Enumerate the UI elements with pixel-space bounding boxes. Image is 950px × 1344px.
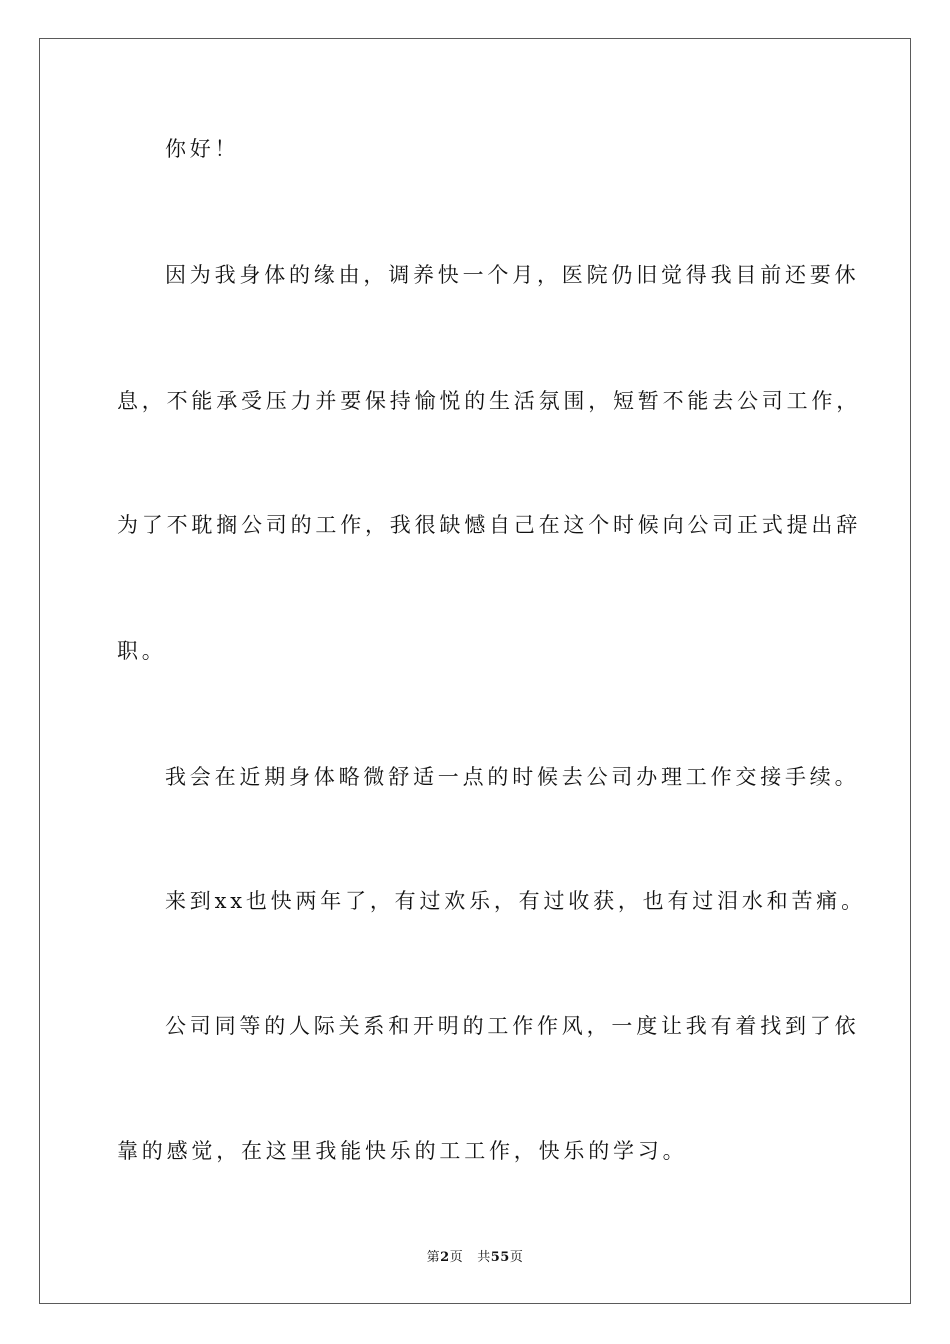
page-suffix: 页 [449, 1250, 464, 1265]
page-number: 2 [440, 1250, 450, 1265]
total-suffix: 页 [509, 1250, 524, 1265]
paragraph-1-line-3: 为了不耽搁公司的工作，我很缺憾自己在这个时候向公司正式提出辞 [117, 513, 861, 537]
paragraph-4-line-1: 公司同等的人际关系和开明的工作作风，一度让我有着找到了依 [165, 1014, 860, 1038]
paragraph-1-line-2: 息，不能承受压力并要保持愉悦的生活氛围，短暂不能去公司工作， [117, 389, 861, 413]
greeting-line: 你好！ [165, 137, 240, 161]
page-footer [0, 1249, 950, 1267]
page-prefix: 第 [426, 1250, 441, 1265]
paragraph-2-line-1: 我会在近期身体略微舒适一点的时候去公司办理工作交接手续。 [165, 765, 860, 789]
total-prefix: 共 [477, 1250, 491, 1265]
paragraph-3-line-1: 来到xx也快两年了，有过欢乐，有过收获，也有过泪水和苦痛。 [165, 889, 866, 913]
paragraph-4-line-2: 靠的感觉，在这里我能快乐的工工作，快乐的学习。 [117, 1139, 688, 1163]
total-pages: 55 [490, 1250, 510, 1265]
paragraph-1-line-1: 因为我身体的缘由，调养快一个月，医院仍旧觉得我目前还要休 [165, 263, 860, 287]
page-frame [39, 38, 911, 1304]
paragraph-1-line-4: 职。 [117, 639, 167, 663]
